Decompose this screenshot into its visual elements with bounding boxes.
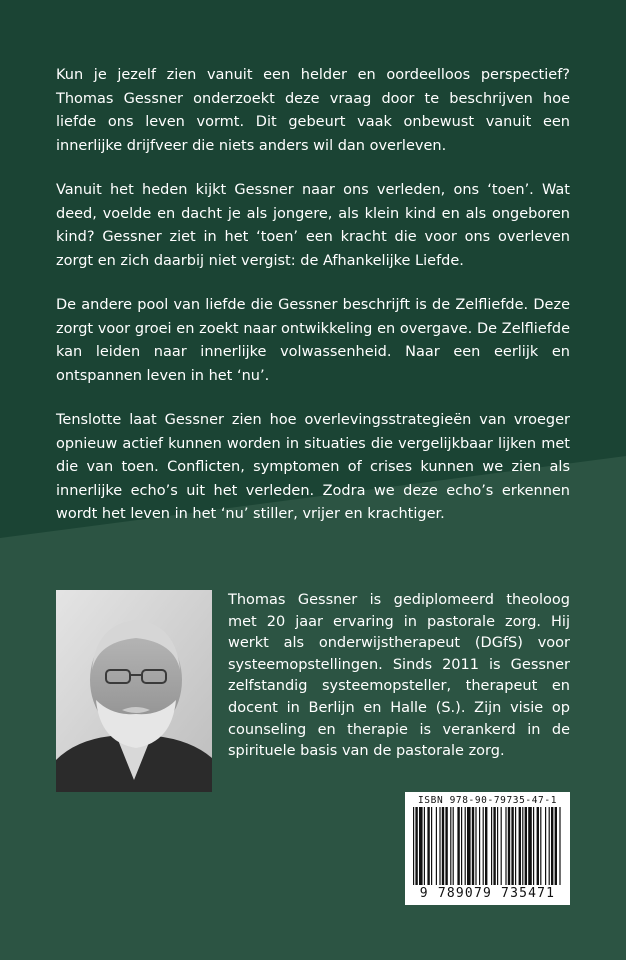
isbn-barcode	[405, 792, 570, 905]
blurb-paragraph-4: Tenslotte laat Gessner zien hoe overlevingsstrategieën van vroeger opnieuw actief kunnen worden in situaties die vergelijkbaar lijken met die van toen. Conflicten, symptomen of crises kunnen we zien als innerlijke echo’s uit het verleden. Zodra we deze echo’s erkennen wordt het leven in het ‘nu’ stiller, vrijer en krachtiger.	[56, 412, 570, 522]
blurb-paragraph-1: Kun je jezelf zien vanuit een helder en oordeelloos perspectief? Thomas Gessner onderzoekt deze vraag door te beschrijven hoe liefde ons leven vormt. Dit gebeurt vaak onbewust vanuit een innerlijke drijfveer die niets anders wil dan overleven.	[56, 67, 570, 154]
barcode-digits: 9 789079 735471	[419, 886, 556, 901]
author-bio: Thomas Gessner is gediplomeerd theoloog met 20 jaar ervaring in pastorale zorg. Hij werkt als onderwijstherapeut (DGfS) voor systeemopstellingen. Sinds 2011 is Gessner zelfstandig systeemopsteller, therapeut en docent in Berlijn en Halle (S.). Zijn visie op counseling en therapie is verankerd in de spirituele basis van de pastorale zorg.	[228, 592, 570, 760]
barcode-bars	[411, 807, 564, 887]
blurb-paragraph-3: De andere pool van liefde die Gessner beschrijft is de Zelfliefde. Deze zorgt voor groei en zoekt naar ontwikkeling en overgave. De Zelfliefde kan leiden naar innerlijke volwassenheid. Naar een eerlijk en ontspannen leven in het ‘nu’.	[56, 297, 570, 384]
isbn-label: ISBN 978-90-79735-47-1	[417, 795, 558, 806]
blurb-paragraph-2: Vanuit het heden kijkt Gessner naar ons verleden, ons ‘toen’. Wat deed, voelde en dacht je als jongere, als klein kind en als ongeboren kind? Gessner ziet in het ‘toen’ een kracht die voor ons overleven zorgt en zich daarbij niet vergist: de Afhankelijke Liefde.	[56, 182, 570, 269]
back-cover-blurb	[56, 64, 570, 548]
author-photo	[56, 590, 212, 792]
